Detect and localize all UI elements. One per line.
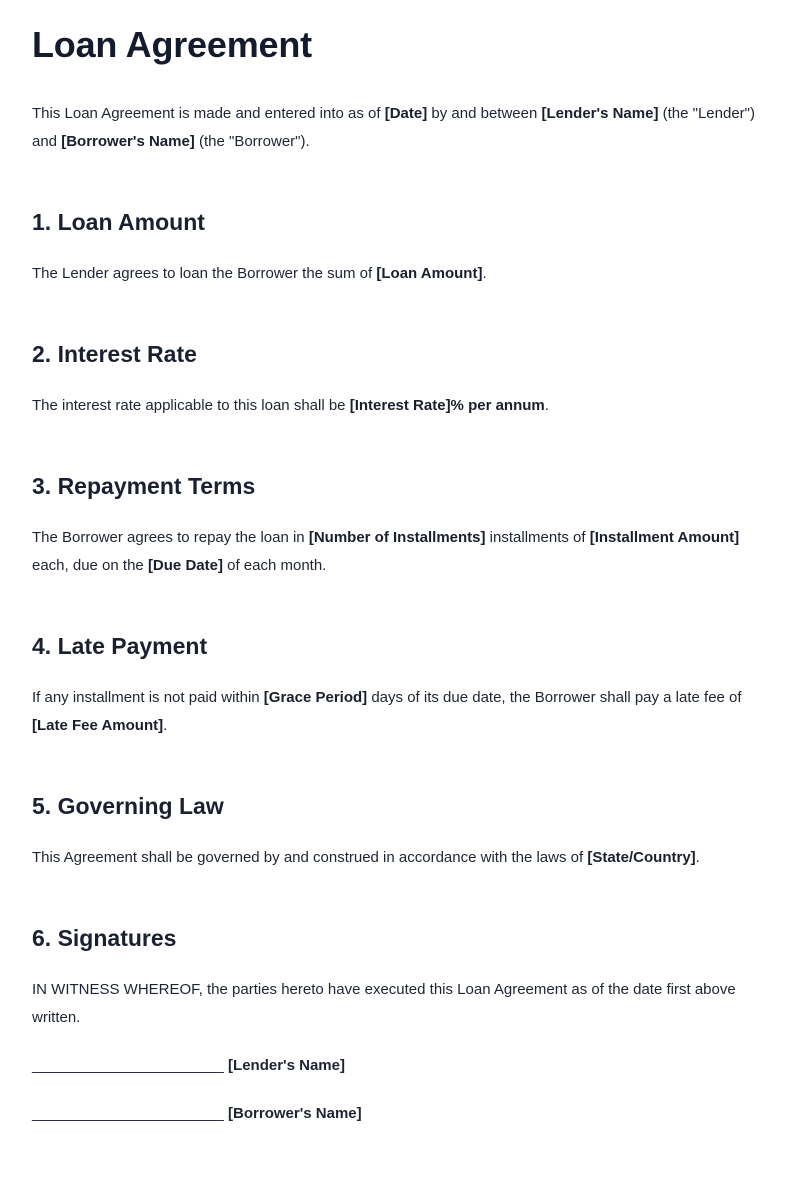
due-date-placeholder: [Due Date] [147, 557, 223, 574]
section-text: If any installment is not paid within [32, 689, 264, 706]
installment-amount-placeholder: [Installment Amount] [589, 529, 740, 546]
section-text: . [163, 717, 168, 734]
section-text: . [695, 849, 700, 866]
loan-amount-placeholder: [Loan Amount] [376, 265, 483, 282]
signature-blank: _______________________ [32, 1057, 224, 1074]
section-text: each, due on the [32, 557, 148, 574]
intro-paragraph [32, 100, 768, 156]
lender-name-placeholder: [Lender's Name] [541, 105, 659, 122]
state-country-placeholder: [State/Country] [587, 849, 696, 866]
section-signatures [32, 922, 768, 1128]
intro-text-1: This Loan Agreement is made and entered into as of [32, 105, 385, 122]
section-text: . [482, 265, 487, 282]
section-paragraph [32, 524, 768, 580]
section-heading: 4. Late Payment [32, 633, 208, 659]
intro-text-3: (the "Lender") and [32, 105, 755, 150]
lender-signature-name: [Lender's Name] [228, 1057, 345, 1074]
section-text: This Agreement shall be governed by and construed in accordance with the laws of [32, 849, 588, 866]
installments-count-placeholder: [Number of Installments] [308, 529, 486, 546]
borrower-signature-name: [Borrower's Name] [228, 1105, 362, 1122]
witness-paragraph: IN WITNESS WHEREOF, the parties hereto have executed this Loan Agreement as of the date first above written. [32, 981, 736, 1026]
late-fee-placeholder: [Late Fee Amount] [32, 717, 164, 734]
section-text: The interest rate applicable to this loan shall be [32, 397, 350, 414]
section-paragraph [32, 684, 768, 740]
section-heading: 5. Governing Law [32, 793, 224, 819]
section-paragraph [32, 392, 768, 420]
section-heading: 1. Loan Amount [32, 209, 205, 235]
section-text: The Borrower agrees to repay the loan in [32, 529, 309, 546]
grace-period-placeholder: [Grace Period] [263, 689, 368, 706]
section-text: installments of [485, 529, 590, 546]
date-placeholder: [Date] [384, 105, 428, 122]
section-loan-amount [32, 206, 768, 288]
section-paragraph [32, 260, 768, 288]
borrower-signature-line [32, 1100, 768, 1128]
section-heading: 6. Signatures [32, 925, 177, 951]
section-text: days of its due date, the Borrower shall pay a late fee of [367, 689, 742, 706]
signature-blank: _______________________ [32, 1105, 224, 1122]
section-heading: 2. Interest Rate [32, 341, 197, 367]
section-text: of each month. [222, 557, 327, 574]
section-repayment-terms [32, 470, 768, 580]
borrower-name-placeholder: [Borrower's Name] [61, 133, 195, 150]
intro-text-4: (the "Borrower"). [194, 133, 310, 150]
section-late-payment [32, 630, 768, 740]
intro-text-2: by and between [427, 105, 542, 122]
section-paragraph [32, 844, 768, 872]
section-governing-law [32, 790, 768, 872]
lender-signature-line [32, 1052, 768, 1080]
section-text: . [544, 397, 549, 414]
interest-rate-placeholder: [Interest Rate]% per annum [349, 397, 545, 414]
section-interest-rate [32, 338, 768, 420]
section-heading: 3. Repayment Terms [32, 473, 256, 499]
document-title: Loan Agreement [32, 24, 312, 65]
section-text: The Lender agrees to loan the Borrower the sum of [32, 265, 377, 282]
